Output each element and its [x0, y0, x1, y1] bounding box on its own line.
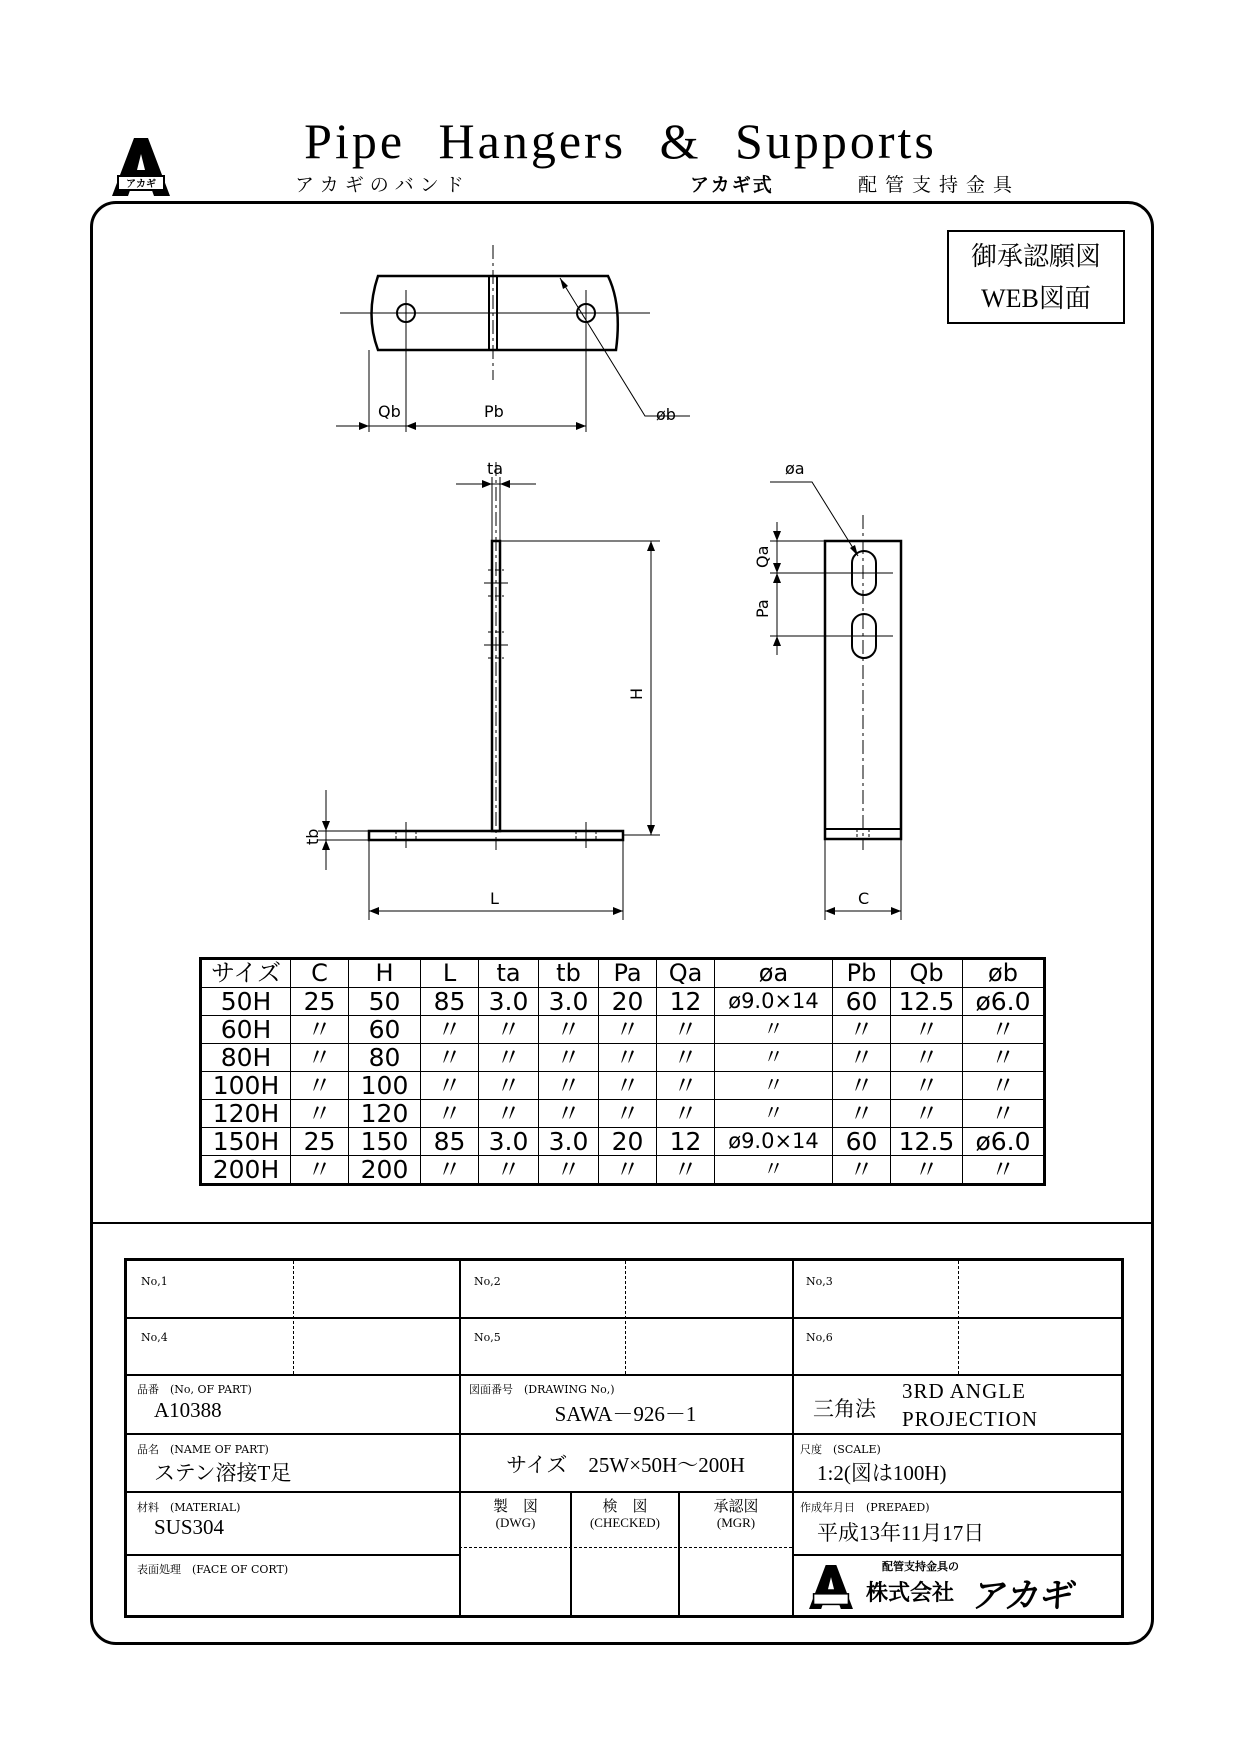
value-cell: 〃 — [291, 1016, 349, 1044]
scale-label: 尺度 (SCALE) — [800, 1443, 881, 1456]
name-value: ステン溶接T足 — [154, 1461, 292, 1485]
subtitle-right: 配管支持金具 — [858, 174, 1021, 196]
value-cell: 3.0 — [539, 988, 599, 1016]
no4-label: No,4 — [141, 1331, 168, 1344]
drawing-no-label: 図面番号 (DRAWING No,) — [469, 1383, 615, 1396]
header-cell: Pb — [833, 959, 891, 988]
value-cell: 〃 — [479, 1156, 539, 1185]
checked-jp: 検 図 — [602, 1499, 648, 1515]
value-cell: 3.0 — [479, 1128, 539, 1156]
size-cell: 120H — [201, 1100, 291, 1128]
value-cell: 〃 — [657, 1044, 715, 1072]
value-cell: 12 — [657, 988, 715, 1016]
value-cell: 〃 — [599, 1156, 657, 1185]
name-label: 品名 (NAME OF PART) — [137, 1443, 269, 1456]
tb-line — [127, 1491, 1121, 1493]
label-l: L — [490, 889, 499, 908]
title-block — [124, 1258, 1124, 1618]
value-cell: 〃 — [599, 1100, 657, 1128]
value-cell: 〃 — [715, 1016, 833, 1044]
value-cell: 〃 — [599, 1044, 657, 1072]
date-label: 作成年月日 (PREPAED) — [800, 1501, 930, 1514]
value-cell: 〃 — [599, 1016, 657, 1044]
value-cell: 〃 — [963, 1044, 1045, 1072]
label-ta: ta — [487, 459, 504, 478]
value-cell: 〃 — [833, 1044, 891, 1072]
part-no-label: 品番 (No, OF PART) — [137, 1383, 252, 1396]
value-cell: 〃 — [833, 1156, 891, 1185]
projection-jp: 三角法 — [813, 1397, 876, 1421]
header-cell: ta — [479, 959, 539, 988]
header-cell: øb — [963, 959, 1045, 988]
stamp-line1: 御承認願図 — [970, 242, 1101, 271]
value-cell: 〃 — [479, 1044, 539, 1072]
value-cell: 3.0 — [479, 988, 539, 1016]
projection-en-2: PROJECTION — [902, 1407, 1039, 1431]
value-cell: 〃 — [479, 1072, 539, 1100]
header-cell: Qa — [657, 959, 715, 988]
no3-label: No,3 — [806, 1275, 833, 1288]
value-cell: 〃 — [891, 1072, 963, 1100]
tb-line — [127, 1554, 459, 1556]
no6-label: No,6 — [806, 1331, 833, 1344]
size-cell: 50H — [201, 988, 291, 1016]
value-cell: 〃 — [539, 1072, 599, 1100]
value-cell: 〃 — [657, 1016, 715, 1044]
label-phib: øb — [656, 405, 676, 424]
mgr-jp: 承認図 — [713, 1499, 759, 1515]
projection-en-1: 3RD ANGLE — [902, 1379, 1026, 1403]
tb-line — [127, 1317, 1121, 1319]
value-cell: 12 — [657, 1128, 715, 1156]
value-cell: 120 — [349, 1100, 421, 1128]
size-value: サイズ 25W×50H～200H — [506, 1453, 745, 1477]
size-cell: 80H — [201, 1044, 291, 1072]
value-cell: 〃 — [421, 1100, 479, 1128]
value-cell: 〃 — [539, 1044, 599, 1072]
drawing-no-value: SAWA－926－1 — [554, 1402, 697, 1426]
value-cell: 〃 — [715, 1044, 833, 1072]
value-cell: 〃 — [539, 1100, 599, 1128]
header-cell: tb — [539, 959, 599, 988]
mgr-en: (MGR) — [716, 1515, 756, 1530]
part-no-value: A10388 — [154, 1398, 222, 1422]
value-cell: 〃 — [421, 1156, 479, 1185]
no1-label: No,1 — [141, 1275, 168, 1288]
header-cell: C — [291, 959, 349, 988]
value-cell: 〃 — [891, 1156, 963, 1185]
value-cell: 〃 — [833, 1100, 891, 1128]
header-cell: L — [421, 959, 479, 988]
company-name: アカギ — [970, 1576, 1072, 1616]
value-cell: 80 — [349, 1044, 421, 1072]
value-cell: 〃 — [539, 1156, 599, 1185]
value-cell: 60 — [833, 1128, 891, 1156]
table-header-row — [201, 959, 1045, 988]
value-cell: 100 — [349, 1072, 421, 1100]
value-cell: ø9.0×14 — [715, 988, 833, 1016]
akagi-logo-small — [806, 1562, 856, 1612]
value-cell: 〃 — [833, 1072, 891, 1100]
date-value: 平成13年11月17日 — [817, 1521, 985, 1545]
table-row — [201, 1128, 1045, 1156]
value-cell: 60 — [349, 1016, 421, 1044]
value-cell: 〃 — [715, 1100, 833, 1128]
logo-text: アカギ — [126, 179, 156, 190]
value-cell: 〃 — [891, 1016, 963, 1044]
value-cell: 〃 — [833, 1016, 891, 1044]
label-h: H — [627, 687, 646, 700]
stamp-line2: WEB図面 — [981, 284, 1091, 313]
side-view — [770, 482, 901, 920]
company-kabu: 株式会社 — [866, 1581, 955, 1606]
dwg-en: (DWG) — [495, 1515, 536, 1530]
page-title: Pipe Hangers & Supports — [304, 113, 937, 169]
value-cell: 〃 — [715, 1156, 833, 1185]
table-row — [201, 1044, 1045, 1072]
value-cell: 〃 — [421, 1072, 479, 1100]
value-cell: 〃 — [963, 1072, 1045, 1100]
header-cell: Pa — [599, 959, 657, 988]
value-cell: 〃 — [479, 1100, 539, 1128]
frame-divider — [91, 1222, 1153, 1224]
header-cell: Qb — [891, 959, 963, 988]
label-qb: Qb — [378, 402, 401, 421]
value-cell: 〃 — [421, 1016, 479, 1044]
size-cell: 150H — [201, 1128, 291, 1156]
dwg-jp: 製 図 — [492, 1499, 538, 1515]
tb-line — [459, 1261, 461, 1615]
header-cell: サイズ — [201, 959, 291, 988]
value-cell: 85 — [421, 1128, 479, 1156]
value-cell: 〃 — [599, 1072, 657, 1100]
value-cell: 〃 — [539, 1016, 599, 1044]
value-cell: 25 — [291, 988, 349, 1016]
value-cell: ø6.0 — [963, 1128, 1045, 1156]
tb-line — [127, 1433, 1121, 1435]
value-cell: 〃 — [291, 1072, 349, 1100]
front-view — [318, 462, 660, 920]
table-row — [201, 988, 1045, 1016]
label-pb: Pb — [484, 402, 504, 421]
value-cell: 〃 — [891, 1044, 963, 1072]
label-pa: Pa — [753, 599, 772, 618]
value-cell: 3.0 — [539, 1128, 599, 1156]
label-phia: øa — [785, 459, 805, 478]
no5-label: No,5 — [474, 1331, 501, 1344]
value-cell: 200 — [349, 1156, 421, 1185]
value-cell: 25 — [291, 1128, 349, 1156]
size-cell: 100H — [201, 1072, 291, 1100]
value-cell: ø9.0×14 — [715, 1128, 833, 1156]
value-cell: 150 — [349, 1128, 421, 1156]
value-cell: 85 — [421, 988, 479, 1016]
subtitle-brand: アカギ式 — [690, 174, 774, 196]
value-cell: 〃 — [891, 1100, 963, 1128]
header-cell: H — [349, 959, 421, 988]
label-tb: tb — [303, 828, 322, 845]
value-cell: 〃 — [479, 1016, 539, 1044]
company-logo — [794, 1556, 1121, 1615]
value-cell: 20 — [599, 1128, 657, 1156]
value-cell: 60 — [833, 988, 891, 1016]
value-cell: 12.5 — [891, 988, 963, 1016]
value-cell: 〃 — [657, 1156, 715, 1185]
value-cell: ø6.0 — [963, 988, 1045, 1016]
table-row — [201, 1072, 1045, 1100]
finish-label: 表面処理 (FACE OF CORT) — [137, 1563, 289, 1576]
no2-label: No,2 — [474, 1275, 501, 1288]
label-c: C — [858, 889, 870, 908]
tb-line — [127, 1374, 1121, 1376]
label-qa: Qa — [753, 545, 772, 568]
value-cell: 12.5 — [891, 1128, 963, 1156]
material-value: SUS304 — [154, 1515, 225, 1539]
value-cell: 20 — [599, 988, 657, 1016]
value-cell: 〃 — [963, 1016, 1045, 1044]
tb-dash — [958, 1261, 959, 1374]
value-cell: 〃 — [421, 1044, 479, 1072]
subtitle-left: アカギのバンド — [295, 174, 470, 196]
table-row — [201, 1016, 1045, 1044]
value-cell: 50 — [349, 988, 421, 1016]
value-cell: 〃 — [291, 1100, 349, 1128]
tb-dash — [459, 1547, 792, 1548]
tb-dash — [625, 1261, 626, 1374]
checked-en: (CHECKED) — [589, 1515, 661, 1530]
table-row — [201, 1100, 1045, 1128]
value-cell: 〃 — [657, 1100, 715, 1128]
value-cell: 〃 — [291, 1156, 349, 1185]
material-label: 材料 (MATERIAL) — [137, 1501, 241, 1514]
tb-dash — [293, 1261, 294, 1374]
table-row — [201, 1156, 1045, 1185]
value-cell: 〃 — [291, 1044, 349, 1072]
value-cell: 〃 — [715, 1072, 833, 1100]
value-cell: 〃 — [657, 1072, 715, 1100]
scale-value: 1:2(図は100H) — [817, 1461, 947, 1485]
header-cell: øa — [715, 959, 833, 988]
company-tagline: 配管支持金具の — [882, 1560, 959, 1573]
value-cell: 〃 — [963, 1156, 1045, 1185]
size-cell: 60H — [201, 1016, 291, 1044]
size-cell: 200H — [201, 1156, 291, 1185]
dimensions-table — [199, 957, 1046, 1186]
value-cell: 〃 — [963, 1100, 1045, 1128]
